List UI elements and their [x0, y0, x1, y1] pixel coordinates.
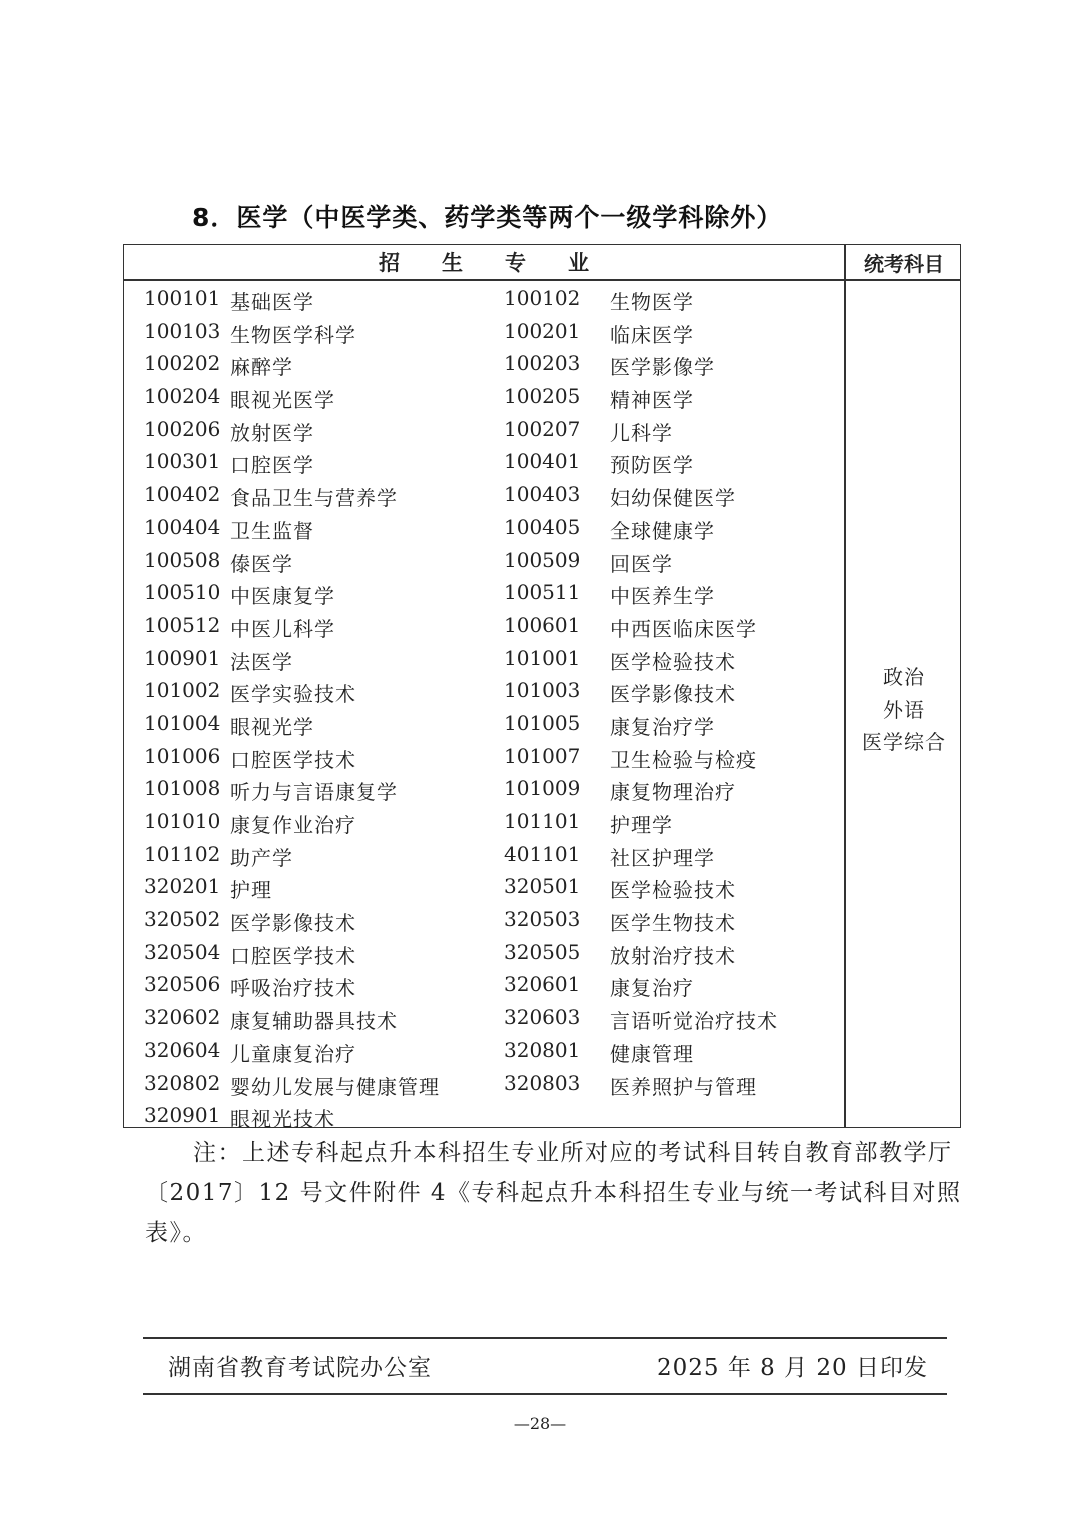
footnote-line: 表》。 [145, 1220, 207, 1246]
major-code: 101002 [144, 678, 221, 703]
major-name: 康复治疗 [610, 976, 694, 1001]
major-code: 101003 [504, 678, 581, 703]
major-code: 101102 [144, 841, 221, 866]
major-name: 口腔医学技术 [230, 747, 356, 772]
table-row [124, 641, 844, 674]
table-row [124, 281, 844, 314]
major-code: 101008 [144, 776, 221, 801]
major-code: 101010 [144, 809, 221, 833]
table-row [124, 869, 844, 902]
major-name: 听力与言语康复学 [230, 780, 398, 805]
table-row [124, 967, 844, 1000]
major-code: 320802 [144, 1070, 221, 1095]
major-code: 100207 [504, 416, 581, 441]
major-code: 100204 [144, 384, 221, 409]
footnote [145, 1133, 962, 1253]
table-row [124, 346, 844, 379]
major-name: 傣医学 [230, 551, 293, 576]
footer-rule-bottom [143, 1393, 947, 1395]
page-number: —28— [513, 1414, 567, 1433]
major-name: 全球健康学 [610, 518, 715, 543]
major-name: 麻醉学 [230, 355, 293, 380]
major-code: 101007 [504, 743, 581, 768]
major-code: 100601 [504, 612, 581, 637]
major-name: 医学检验技术 [610, 878, 736, 903]
major-code: 320501 [504, 874, 581, 899]
major-code: 320502 [144, 907, 221, 932]
subject-item: 政治 [883, 665, 925, 689]
major-code: 100510 [144, 580, 221, 605]
table-row [124, 673, 844, 706]
table-row [124, 706, 844, 739]
major-code: 101001 [504, 645, 581, 670]
table-row [124, 804, 844, 837]
major-code: 100901 [144, 645, 221, 670]
table-row [124, 379, 844, 412]
major-code: 320602 [144, 1005, 221, 1030]
major-code: 320506 [144, 972, 221, 997]
major-name: 法医学 [230, 649, 293, 674]
table-row [124, 412, 844, 445]
major-code: 100509 [504, 547, 581, 572]
major-code: 320504 [144, 939, 221, 964]
major-name: 预防医学 [610, 453, 694, 478]
subject-item: 医学综合 [862, 730, 946, 754]
major-name: 基础医学 [230, 290, 314, 314]
major-name: 生物医学科学 [230, 322, 356, 347]
exam-subjects [846, 661, 962, 759]
major-name: 呼吸治疗技术 [230, 976, 356, 1001]
table-row [124, 1098, 844, 1131]
major-name: 眼视光技术 [230, 1107, 335, 1132]
major-name: 生物医学 [610, 290, 694, 314]
footer-date: 2025 年 8 月 20 日印发 [657, 1355, 928, 1381]
major-code: 100205 [504, 384, 581, 409]
major-code: 320201 [144, 874, 221, 899]
footnote-line: 〔2017〕12 号文件附件 4《专科起点升本科招生专业与统一考试科目对照 [145, 1180, 962, 1206]
table-row [124, 1066, 844, 1099]
major-name: 妇幼保健医学 [610, 486, 736, 511]
major-code: 101101 [504, 809, 581, 833]
major-code: 320601 [504, 972, 581, 997]
major-name: 医学影像技术 [610, 682, 736, 707]
major-name: 医学检验技术 [610, 649, 736, 674]
table-row [124, 837, 844, 870]
major-name: 中西医临床医学 [610, 616, 757, 641]
header-subjects: 统考科目 [864, 251, 944, 276]
major-code: 401101 [504, 841, 581, 866]
major-list [124, 281, 844, 1131]
major-name: 眼视光学 [230, 714, 314, 739]
major-name: 放射医学 [230, 420, 314, 445]
major-code: 100203 [504, 351, 581, 376]
table-row [124, 935, 844, 968]
table-row [124, 902, 844, 935]
subject-item: 外语 [883, 697, 925, 722]
major-code: 100403 [504, 482, 581, 507]
table-row [124, 314, 844, 347]
major-name: 健康管理 [610, 1041, 694, 1066]
section-title: 8．医学（中医学类、药学类等两个一级学科除外） [192, 203, 783, 232]
footnote-line: 注：上述专科起点升本科招生专业所对应的考试科目转自教育部教学厅 [193, 1140, 953, 1166]
major-code: 100201 [504, 318, 581, 343]
major-name: 康复物理治疗 [610, 780, 736, 805]
major-name: 儿科学 [610, 420, 673, 445]
major-name: 中医养生学 [610, 584, 715, 609]
major-name: 护理学 [610, 813, 673, 837]
major-name: 食品卫生与营养学 [230, 486, 398, 511]
major-code: 320603 [504, 1005, 581, 1030]
major-code: 101006 [144, 743, 221, 768]
table-row [124, 575, 844, 608]
footer-issuer: 湖南省教育考试院办公室 [168, 1355, 432, 1381]
major-code: 320503 [504, 907, 581, 932]
table-row [124, 771, 844, 804]
major-code: 320505 [504, 939, 581, 964]
footer-rule-top [143, 1337, 947, 1339]
major-code: 100103 [144, 318, 221, 343]
table-row [124, 739, 844, 772]
major-code: 100206 [144, 416, 221, 441]
major-name: 康复治疗学 [610, 714, 715, 739]
major-name: 回医学 [610, 551, 673, 576]
major-code: 100511 [504, 580, 581, 605]
table-row [124, 608, 844, 641]
major-name: 中医康复学 [230, 584, 335, 609]
major-name: 婴幼儿发展与健康管理 [230, 1074, 440, 1099]
major-code: 320803 [504, 1070, 581, 1095]
major-name: 医学实验技术 [230, 682, 356, 707]
major-name: 社区护理学 [610, 845, 715, 870]
major-name: 中医儿科学 [230, 616, 335, 641]
major-name: 医学生物技术 [610, 911, 736, 936]
table-row [124, 444, 844, 477]
major-name: 精神医学 [610, 388, 694, 413]
table-row [124, 477, 844, 510]
major-name: 医养照护与管理 [610, 1074, 757, 1099]
major-code: 100404 [144, 514, 221, 539]
major-code: 100512 [144, 612, 221, 637]
header-major: 招生专业 [379, 251, 631, 275]
major-name: 康复作业治疗 [230, 813, 356, 837]
table-row [124, 1033, 844, 1066]
major-name: 儿童康复治疗 [230, 1041, 356, 1066]
major-name: 卫生检验与检疫 [610, 747, 757, 772]
major-name: 医学影像学 [610, 355, 715, 380]
major-name: 口腔医学 [230, 453, 314, 478]
major-code: 100401 [504, 449, 581, 474]
major-code: 100402 [144, 482, 221, 507]
major-name: 临床医学 [610, 322, 694, 347]
major-code: 320901 [144, 1103, 221, 1128]
major-name: 放射治疗技术 [610, 943, 736, 968]
major-code: 100301 [144, 449, 221, 474]
major-name: 眼视光医学 [230, 388, 335, 413]
major-code: 320801 [504, 1037, 581, 1062]
major-name: 言语听觉治疗技术 [610, 1009, 778, 1034]
major-name: 康复辅助器具技术 [230, 1009, 398, 1034]
table-row [124, 543, 844, 576]
major-name: 口腔医学技术 [230, 943, 356, 968]
table-row [124, 1000, 844, 1033]
major-code: 101004 [144, 710, 221, 735]
major-name: 护理 [230, 878, 272, 903]
major-code: 100102 [504, 286, 581, 310]
major-code: 100101 [144, 286, 221, 310]
major-code: 100405 [504, 514, 581, 539]
major-name: 卫生监督 [230, 518, 314, 543]
major-code: 100508 [144, 547, 221, 572]
major-subject-table [123, 244, 961, 1132]
major-name: 医学影像技术 [230, 911, 356, 936]
major-name: 助产学 [230, 845, 293, 870]
table-row [124, 510, 844, 543]
major-code: 320604 [144, 1037, 221, 1062]
major-code: 100202 [144, 351, 221, 376]
major-code: 101005 [504, 710, 581, 735]
major-code: 101009 [504, 776, 581, 801]
